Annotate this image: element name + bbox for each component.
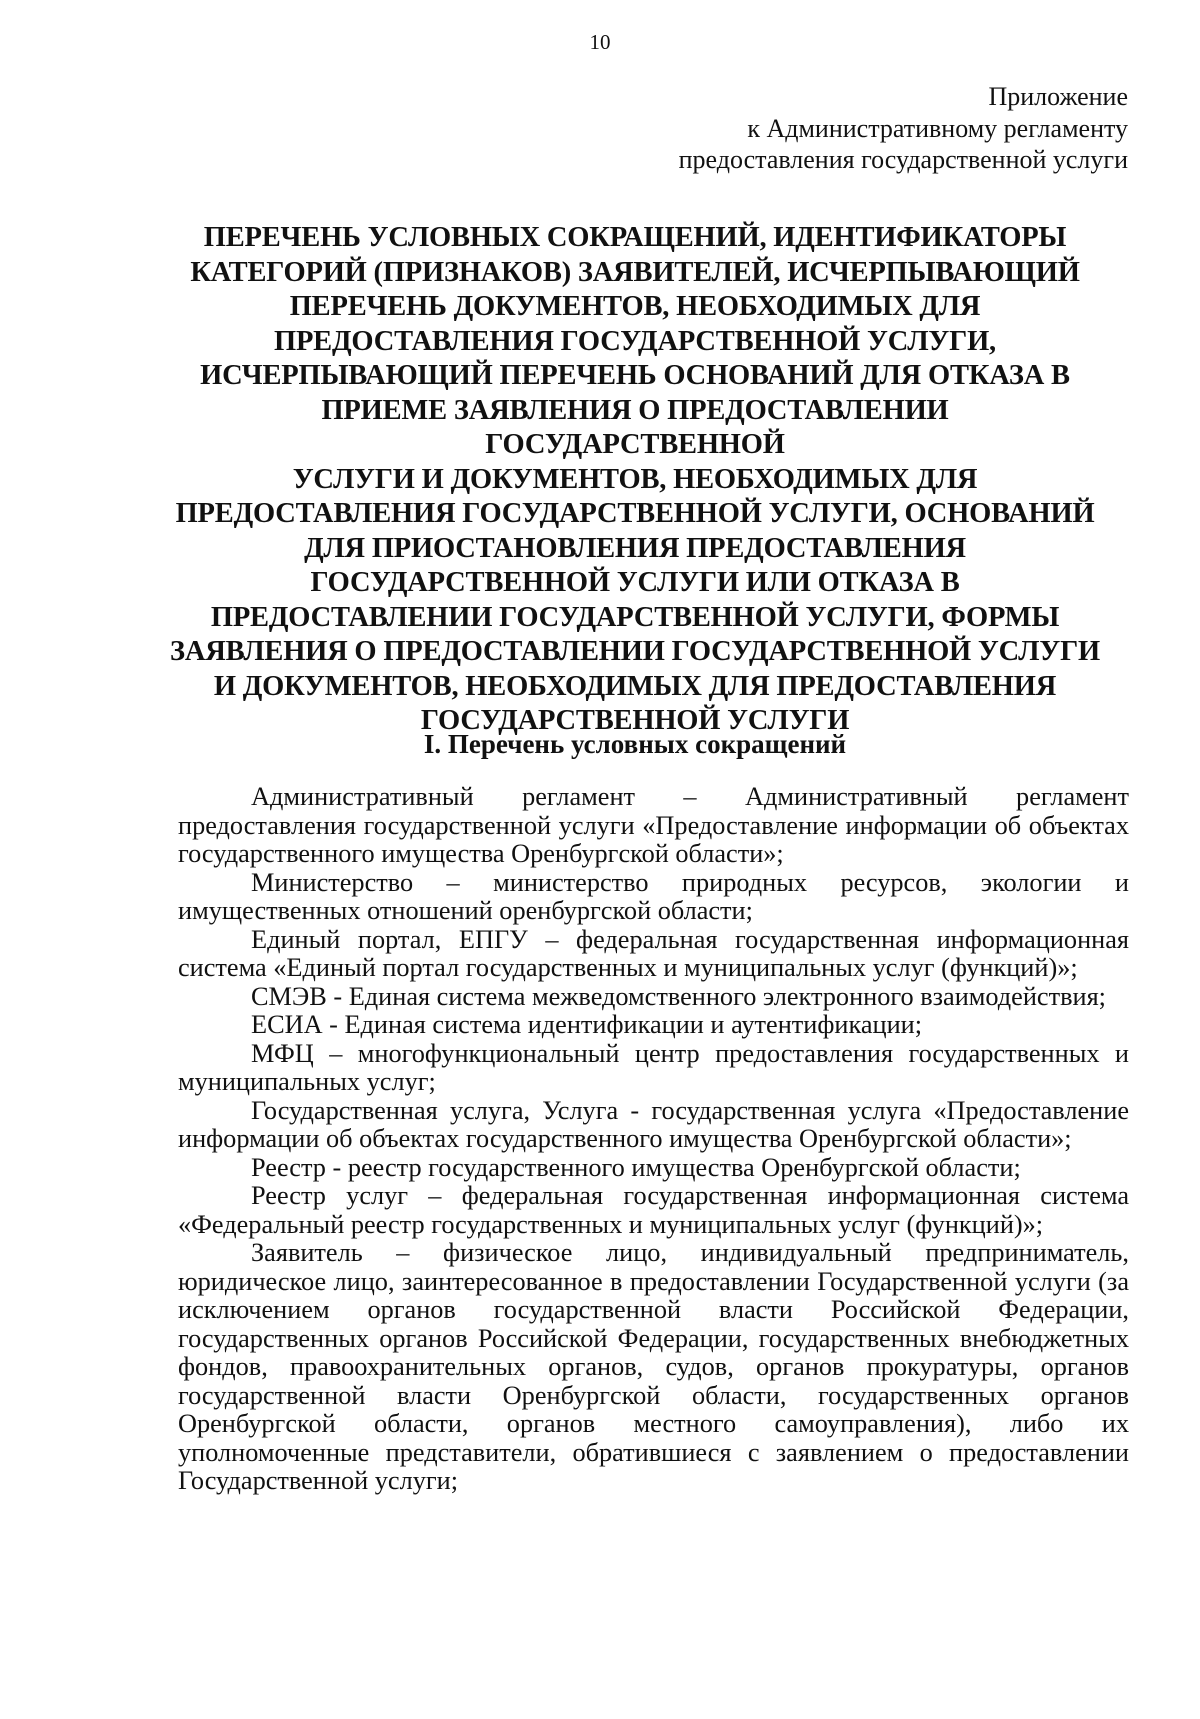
title-line: ПРЕДОСТАВЛЕНИИ ГОСУДАРСТВЕННОЙ УСЛУГИ, ФОРМЫ: [210, 601, 1060, 633]
section-heading: I. Перечень условных сокращений: [423, 729, 847, 759]
title-line: И ДОКУМЕНТОВ, НЕОБХОДИМЫХ ДЛЯ ПРЕДОСТАВЛЕНИЯ: [213, 670, 1057, 702]
title-line: УСЛУГИ И ДОКУМЕНТОВ, НЕОБХОДИМЫХ ДЛЯ: [292, 463, 978, 495]
definitions-list: [178, 783, 1129, 1496]
page-number: 10: [589, 30, 611, 54]
title-line: ПРЕДОСТАВЛЕНИЯ ГОСУДАРСТВЕННОЙ УСЛУГИ, ОСНОВАНИЙ: [175, 498, 1095, 529]
definition-paragraph: Реестр услуг – федеральная государственная информационная система «Федеральный реестр государственных и муниципальных услуг (функций)»;: [178, 1181, 1129, 1239]
title-line: ДЛЯ ПРИОСТАНОВЛЕНИЯ ПРЕДОСТАВЛЕНИЯ: [304, 532, 966, 564]
document-title: [170, 221, 1100, 739]
definition-paragraph: СМЭВ - Единая система межведомственного электронного взаимодействия;: [251, 981, 1106, 1011]
title-line: ЗАЯВЛЕНИЯ О ПРЕДОСТАВЛЕНИИ ГОСУДАРСТВЕННОЙ УСЛУГИ: [170, 636, 1100, 667]
title-line: ИСЧЕРПЫВАЮЩИЙ ПЕРЕЧЕНЬ ОСНОВАНИЙ ДЛЯ ОТКАЗА В: [200, 360, 1070, 391]
definition-paragraph: Заявитель – физическое лицо, индивидуальный предприниматель, юридическое лицо, заинтересованное в предоставлении Государственной услуги (за исключением органов государственной власти Российской Федерации, государственных органов Российской Федерации, государственных внебюджетных фондов, правоохранительных органов, судов, органов прокуратуры, органов государственной власти Оренбургской области, государственных органов Оренбургской области, органов местного самоуправления), либо их уполномоченные представители, обратившиеся с заявлением о предоставлении Государственной услуги;: [178, 1238, 1129, 1495]
definition-paragraph: Реестр - реестр государственного имущества Оренбургской области;: [251, 1152, 1021, 1182]
title-line: ПРЕДОСТАВЛЕНИЯ ГОСУДАРСТВЕННОЙ УСЛУГИ,: [274, 325, 996, 357]
definition-paragraph: Государственная услуга, Услуга - государственная услуга «Предоставление информации об объектах государственного имущества Оренбургской области»;: [178, 1095, 1129, 1153]
title-line: ПЕРЕЧЕНЬ УСЛОВНЫХ СОКРАЩЕНИЙ, ИДЕНТИФИКАТОРЫ: [203, 222, 1067, 253]
definition-paragraph: Административный регламент – Административный регламент предоставления государственной услуги «Предоставление информации об объектах государственного имущества Оренбургской области»;: [178, 782, 1129, 868]
title-line: ГОСУДАРСТВЕННОЙ УСЛУГИ ИЛИ ОТКАЗА В: [310, 567, 960, 598]
appendix-line: к Административному регламенту: [747, 113, 1128, 143]
definition-paragraph: ЕСИА - Единая система идентификации и аутентификации;: [251, 1010, 923, 1039]
title-line: ПРИЕМЕ ЗАЯВЛЕНИЯ О ПРЕДОСТАВЛЕНИИ ГОСУДАРСТВЕННОЙ: [321, 394, 949, 460]
title-line: КАТЕГОРИЙ (ПРИЗНАКОВ) ЗАЯВИТЕЛЕЙ, ИСЧЕРПЫВАЮЩИЙ: [190, 256, 1080, 288]
definition-paragraph: МФЦ – многофункциональный центр предоставления государственных и муниципальных услуг;: [178, 1038, 1129, 1096]
definition-paragraph: Единый портал, ЕПГУ – федеральная государственная информационная система «Единый портал государственных и муниципальных услуг (функций)»;: [178, 924, 1129, 982]
definition-paragraph: Министерство – министерство природных ресурсов, экологии и имущественных отношений оренбургской области;: [178, 867, 1129, 925]
appendix-header: [679, 81, 1128, 176]
title-line: ГОСУДАРСТВЕННОЙ УСЛУГИ: [420, 705, 850, 736]
appendix-line: предоставления государственной услуги: [678, 145, 1128, 174]
appendix-line: Приложение: [988, 82, 1128, 111]
title-line: ПЕРЕЧЕНЬ ДОКУМЕНТОВ, НЕОБХОДИМЫХ ДЛЯ: [289, 291, 981, 322]
